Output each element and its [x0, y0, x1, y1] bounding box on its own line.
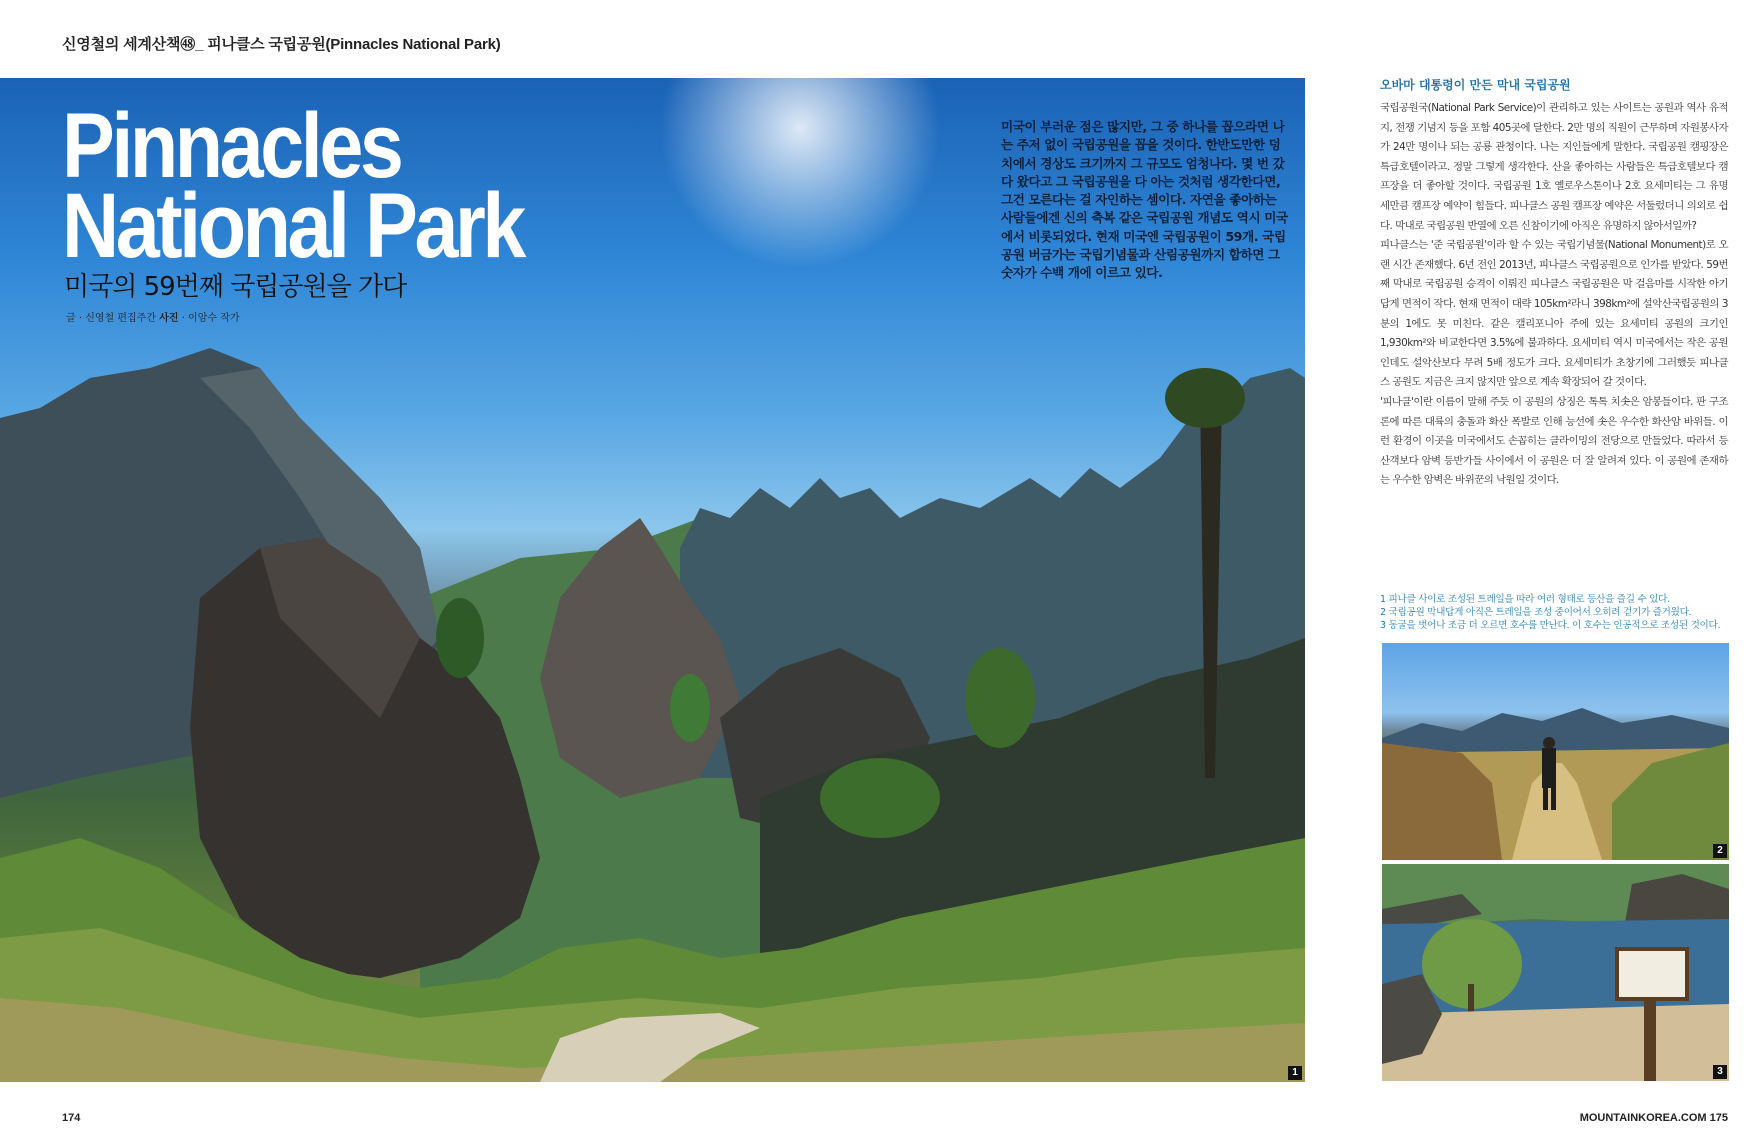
hero-subtitle: 미국의 59번째 국립공원을 가다	[64, 272, 407, 302]
byline-text-label: 글 · 신영철 편집주간	[66, 313, 156, 324]
caption-2: 2 국립공원 막내답게 아직은 트레일을 조성 중이어서 오히려 걷기가 즐거웠다.	[1380, 607, 1692, 618]
caption-1: 1 피나클 사이로 조성된 트레일을 따라 여러 형태로 등산을 즐길 수 있다.	[1380, 594, 1670, 605]
hero-photo	[0, 78, 1305, 1082]
byline-photographer: · 이암수 작가	[181, 313, 240, 324]
trail-hiker-illustration	[1382, 643, 1729, 860]
lead-paragraph: 미국이 부러운 점은 많지만, 그 중 하나를 꼽으라면 나는 주저 없이 국립공원을 꼽을 것이다. 한반도만한 덩치에서 경상도 크기까지 그 규모도 엄청나다. 몇 번 갔다 왔다고 그 국립공원을 다 아는 것처럼 생각한다면, 그건 모른다는 걸 자인하는 셈이다. 자연을 좋아하는 사람들에겐 신의 축복 같은 국립공원 개념도 역시 미국에서 비롯되었다. 현재 미국엔 국립공원이 59개. 국립공원 버금가는 국립기념물과 산림공원까지 합하면 그 숫자가 수백 개에 이르고 있다.	[1001, 119, 1288, 281]
hero-title: Pinnacles National Park	[62, 95, 523, 277]
photo-captions	[1380, 593, 1730, 632]
section-heading: 오바마 대통령이 만든 막내 국립공원	[1380, 78, 1571, 92]
article-column	[1380, 76, 1728, 491]
caption-3: 3 동굴을 벗어나 조금 더 오르면 호수를 만난다. 이 호수는 인공적으로 조성된 것이다.	[1380, 620, 1721, 631]
article-body	[1380, 99, 1728, 491]
page-number-left: 174	[62, 1112, 81, 1124]
photo-number-badge: 1	[1288, 1066, 1302, 1080]
lake-sign-illustration	[1382, 864, 1729, 1081]
article-paragraph: 국립공원국(National Park Service)이 관리하고 있는 사이트는 공원과 역사 유적지, 전쟁 기념지 등을 포함 405곳에 달한다. 2만 명의 직원이 근무하며 자원봉사자가 24만 명이나 되는 공룡 관청이다. 나는 지인들에게 말한다. 국립공원 캠핑장은 특급호텔이라고. 정말 그렇게 생각한다. 산을 좋아하는 사람들은 특급호텔보다 캠프장을 더 좋아할 것이다. 국립공원 1호 옐로우스톤이나 2호 요세미티는 그 유명세만큼 캠프장 예약이 힘들다. 피나클스 공원 캠프장 예약은 서둘렀더니 의외로 쉽다. 막내로 국립공원 반열에 오른 신참이기에 아직은 유명하지 않아서일까?	[1380, 102, 1728, 232]
article-paragraph: '피나클'이란 이름이 말해 주듯 이 공원의 상징은 톡톡 치솟은 암봉들이다. 판 구조론에 따른 대륙의 충돌과 화산 폭발로 인해 능선에 솟은 우수한 화산암 바위들. 이런 환경이 이곳을 미국에서도 손꼽히는 클라이밍의 전당으로 만들었다. 따라서 등산객보다 암벽 등반가들 사이에서 이 공원은 더 잘 알려져 있다. 이 공원에 존재하는 우수한 암벽은 바위꾼의 낙원일 것이다.	[1380, 395, 1728, 487]
article-paragraph: 피나클스는 '준 국립공원'이라 할 수 있는 국립기념물(National Monument)로 오랜 시간 존재했다. 6년 전인 2013년, 피나클스 국립공원으로 인가를 받았다. 59번째 막내로 국립공원 승격이 이뤄진 피나클스 국립공원은 막 걸음마를 시작한 아기답게 면적이 작다. 현재 면적이 대략 105km²라니 398km²에 설악산국립공원의 3분의 1에도 못 미친다. 같은 캘리포니아 주에 있는 요세미티 공원의 크기인 1,930km²와 비교한다면 3.5%에 불과하다. 요세미티 역시 미국에서는 작은 공원인데도 설악산보다 무려 5배 정도가 크다. 요세미티가 초창기에 그러했듯 피나클스 공원도 지금은 크지 않지만 앞으로 계속 확장되어 갈 것이다.	[1380, 239, 1728, 389]
photo-number-badge: 3	[1713, 1065, 1727, 1079]
byline	[66, 309, 240, 324]
photo-number-badge: 2	[1713, 844, 1727, 858]
photo-lake-sign	[1382, 864, 1729, 1081]
page-number-right: MOUNTAINKOREA.COM 175	[1579, 1112, 1728, 1124]
running-header-title: 신영철의 세계산책㊽_ 피나클스 국립공원(Pinnacles National Park)	[62, 36, 501, 53]
byline-photo-label: 사진	[159, 313, 179, 324]
photo-trail-hiker	[1382, 643, 1729, 860]
